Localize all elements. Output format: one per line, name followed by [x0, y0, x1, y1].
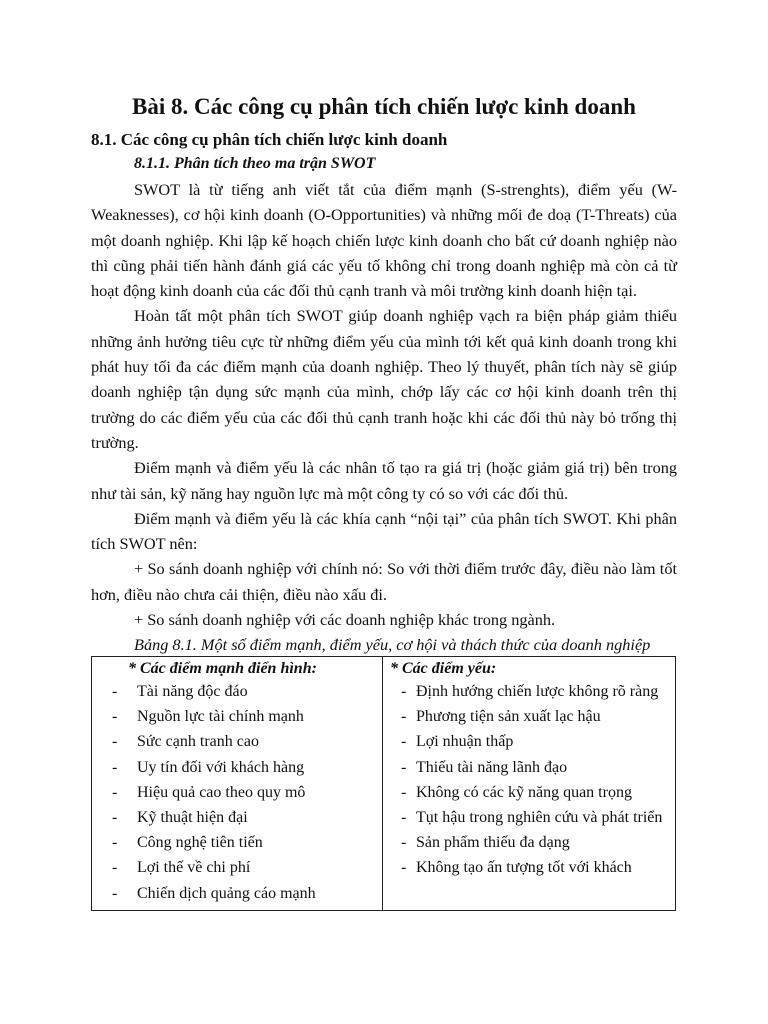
list-item: - Không có các kỹ năng quan trọng	[401, 783, 632, 801]
list-item: - Chiến dịch quảng cáo mạnh	[112, 884, 316, 902]
list-item: - Phương tiện sản xuất lạc hậu	[401, 708, 601, 726]
strengths-column	[92, 657, 383, 911]
list-item: - Lợi thế về chi phí	[112, 859, 251, 877]
table-caption: Bảng 8.1. Một số điểm mạnh, điểm yếu, cơ hội và thách thức của doanh nghiệp	[134, 635, 651, 655]
list-item: - Không tạo ấn tượng tốt với khách	[401, 859, 632, 877]
list-item: - Uy tín đối với khách hàng	[112, 758, 305, 776]
body-text	[91, 177, 677, 658]
list-item: - Định hướng chiến lược không rõ ràng	[401, 683, 659, 700]
list-item: - Công nghệ tiên tiến	[112, 834, 263, 852]
section-heading: 8.1. Các công cụ phân tích chiến lược kinh doanh	[91, 130, 448, 149]
list-item: - Tài năng độc đáo	[112, 683, 248, 700]
strengths-header: * Các điểm mạnh điển hình:	[128, 660, 317, 677]
list-item: - Sức cạnh tranh cao	[112, 733, 259, 751]
paragraph: Điểm mạnh và điểm yếu là các khía cạnh “nội tại” của phân tích SWOT. Khi phân tích SWOT nên:	[91, 508, 677, 554]
list-item: - Nguồn lực tài chính mạnh	[112, 708, 304, 726]
paragraph: SWOT là từ tiếng anh viết tắt của điểm mạnh (S-strenghts), điểm yếu (W-Weaknesses), cơ hội kinh doanh (O-Opportunities) và những mối đe doạ (T-Threats) của một doanh nghiệp. Khi lập kế hoạch chiến lược kinh doanh cho bất cứ doanh nghiệp nào thì cũng phải tiến hành đánh giá các yếu tố không chỉ trong doanh nghiệp mà còn cả từ hoạt động kinh doanh của các đối thủ cạnh tranh và môi trường kinh doanh hiện tại.	[91, 180, 677, 301]
swot-table	[91, 656, 676, 911]
weaknesses-column	[383, 657, 676, 911]
page-title: Bài 8. Các công cụ phân tích chiến lược kinh doanh	[132, 94, 636, 119]
weaknesses-list	[383, 679, 675, 885]
list-item: - Lợi nhuận thấp	[401, 733, 514, 751]
list-item: - Kỹ thuật hiện đại	[112, 809, 248, 827]
paragraph: Hoàn tất một phân tích SWOT giúp doanh nghiệp vạch ra biện pháp giảm thiểu những ảnh hưởng tiêu cực từ những điểm yếu của mình tới kết quả kinh doanh trong khi phát huy tối đa các điểm mạnh của doanh nghiệp. Theo lý thuyết, phân tích này sẽ giúp doanh nghiệp tận dụng sức mạnh của mình, chớp lấy các cơ hội kinh doanh trên thị trường do các điểm yếu của các đối thủ cạnh tranh hoặc khi các đối thủ này bỏ trống thị trường.	[91, 306, 677, 452]
paragraph: Điểm mạnh và điểm yếu là các nhân tố tạo ra giá trị (hoặc giảm giá trị) bên trong như tài sản, kỹ năng hay nguồn lực mà một công ty có so với các đối thủ.	[91, 458, 677, 503]
list-item: - Tụt hậu trong nghiên cứu và phát triển	[401, 809, 663, 827]
paragraph: + So sánh doanh nghiệp với chính nó: So với thời điểm trước đây, điều nào làm tốt hơn, điều nào chưa cải thiện, điều nào xấu đi.	[91, 559, 677, 604]
weaknesses-header: * Các điểm yếu:	[390, 660, 497, 677]
paragraph: + So sánh doanh nghiệp với các doanh nghiệp khác trong ngành.	[134, 610, 556, 630]
list-item: - Thiếu tài năng lãnh đạo	[401, 758, 568, 776]
list-item: - Sản phẩm thiếu đa dạng	[401, 834, 570, 852]
list-item: - Hiệu quả cao theo quy mô	[112, 783, 306, 801]
strengths-list	[92, 679, 382, 910]
subsection-heading: 8.1.1. Phân tích theo ma trận SWOT	[134, 155, 376, 172]
